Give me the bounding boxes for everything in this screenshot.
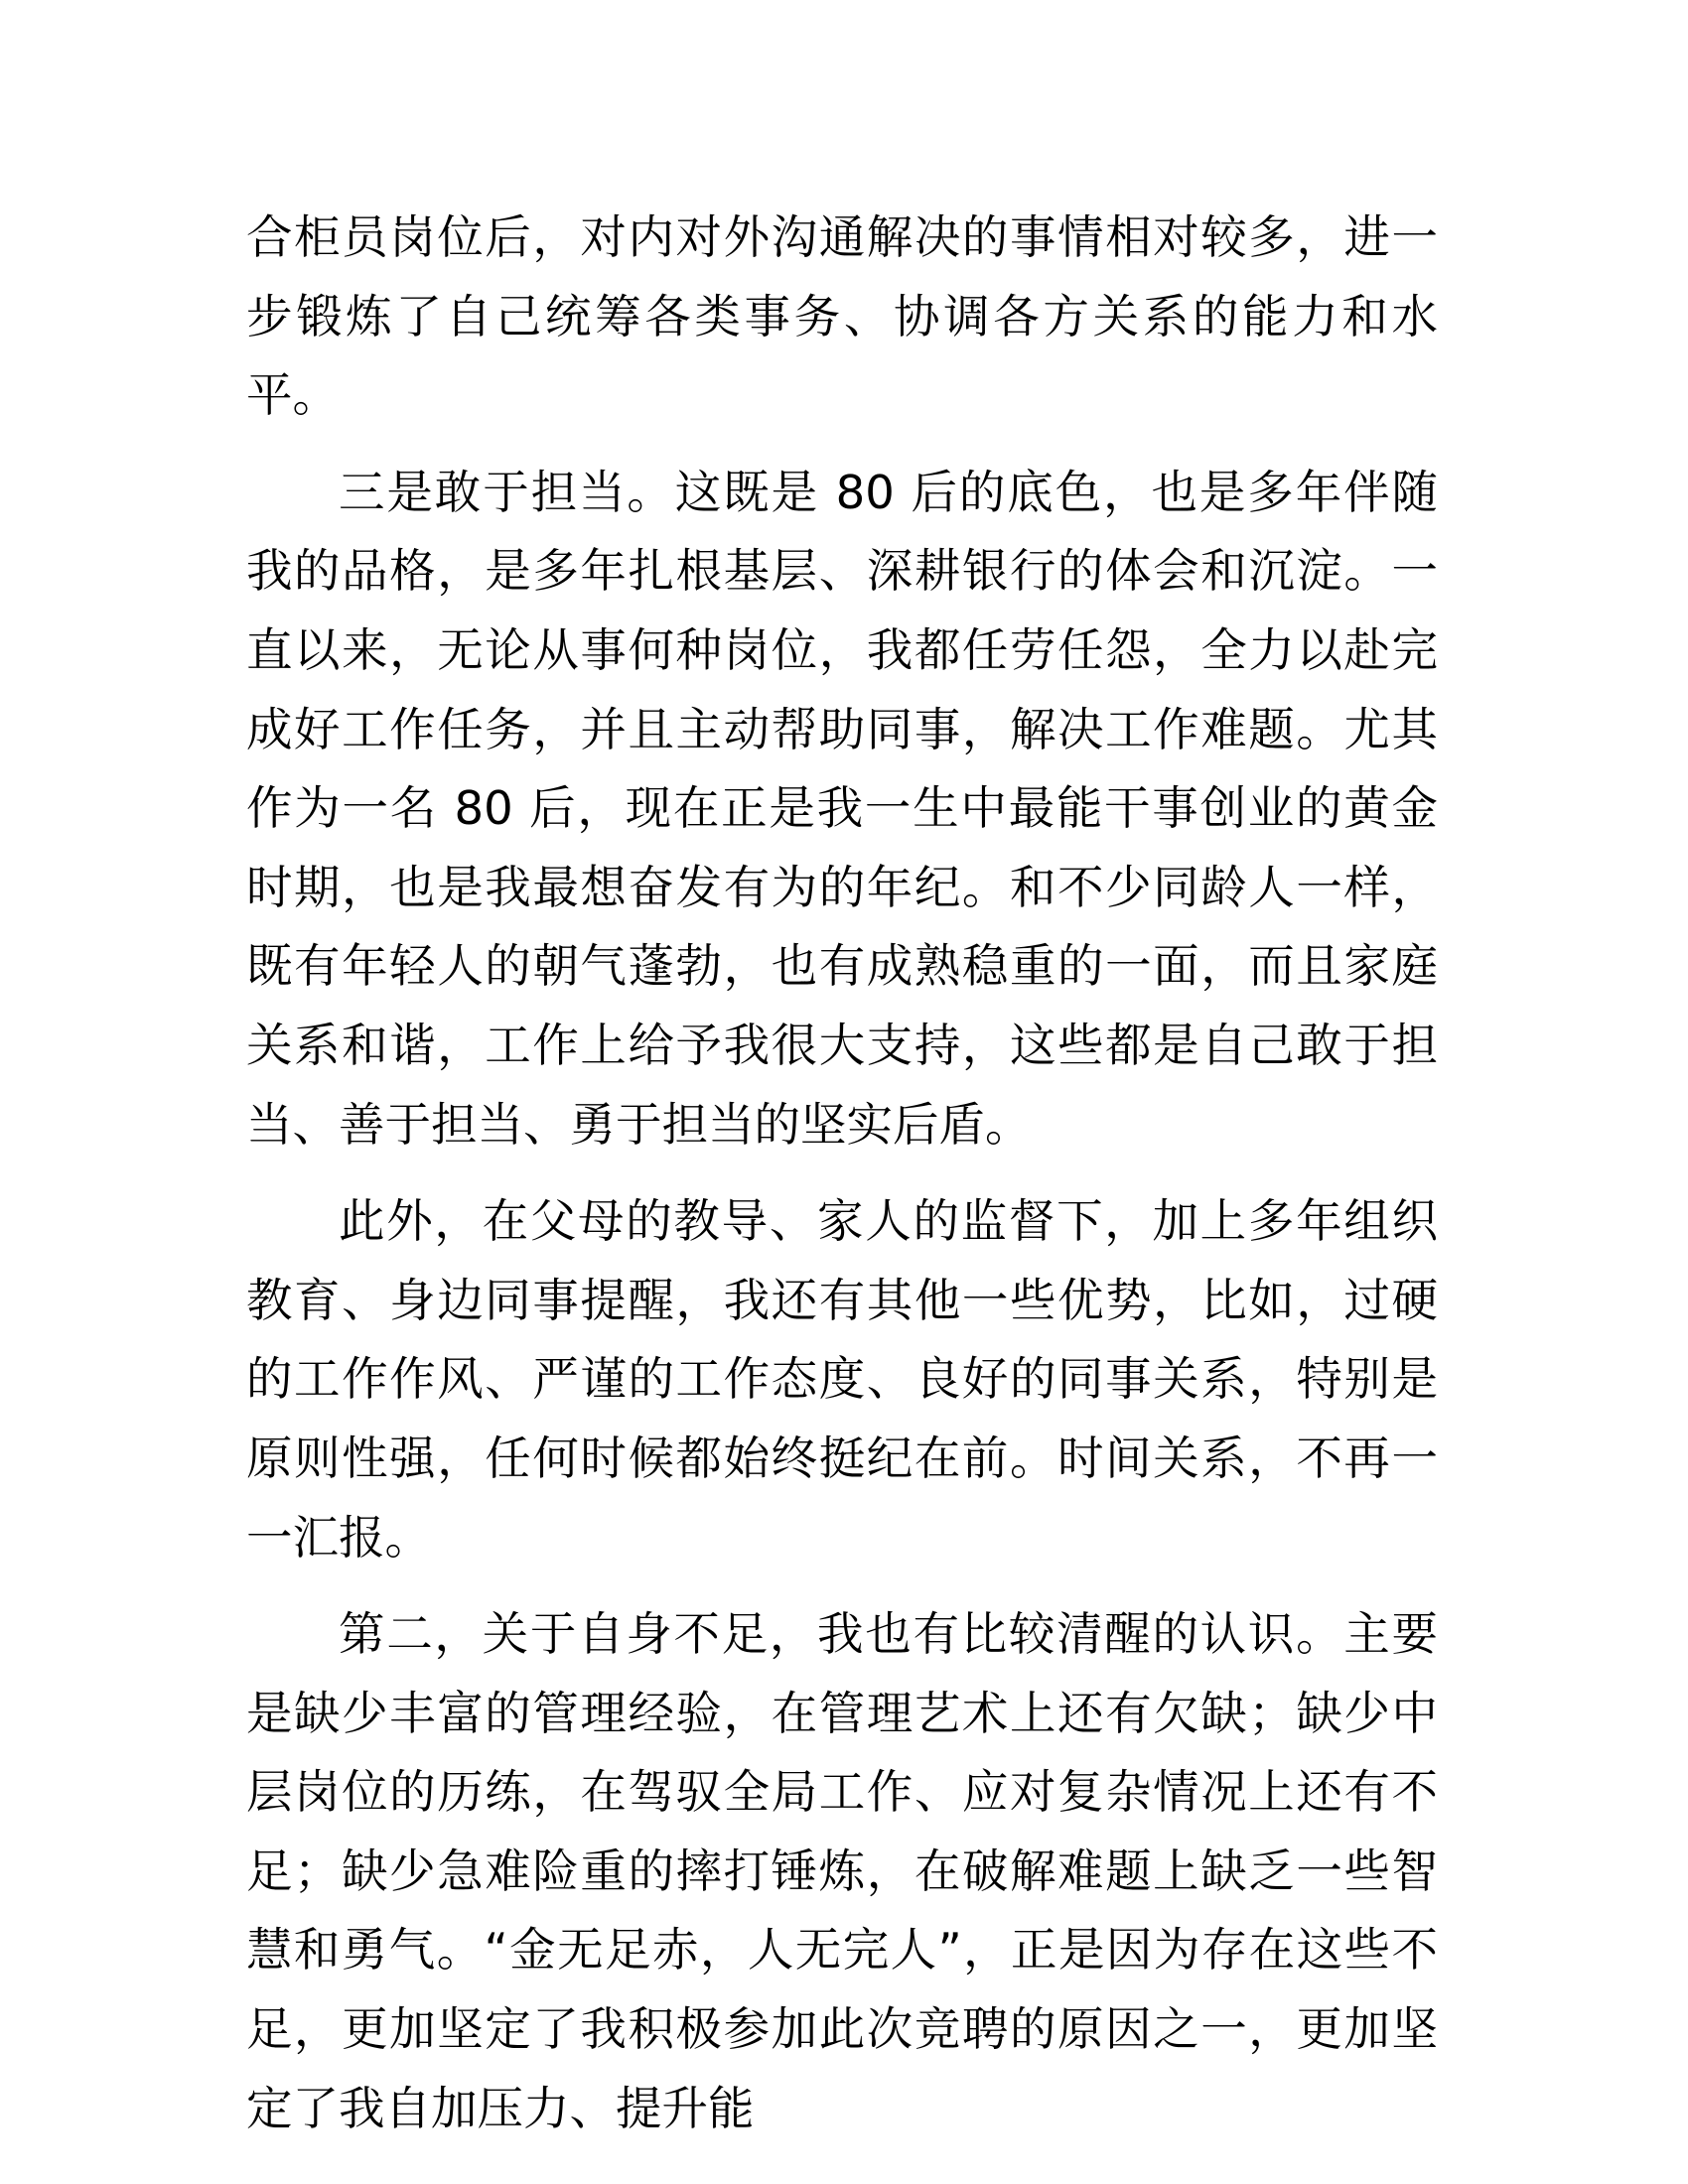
paragraph-other-strengths: 此外，在父母的教导、家人的监督下，加上多年组织教育、身边同事提醒，我还有其他一些优势，比如，过硬的工作作风、严谨的工作态度、良好的同事关系，特别是原则性强，任何时候都始终挺纪在前。时间关系，不再一一汇报。: [246, 1194, 1438, 1565]
paragraph-courage: 三是敢于担当。这既是 80 后的底色，也是多年伴随我的品格，是多年扎根基层、深耕银行的体会和沉淀。一直以来，无论从事何种岗位，我都任劳任怨，全力以赴完成好工作任务，并且主动帮助同事，解决工作难题。尤其作为一名 80 后，现在正是我一生中最能干事创业的黄金时期，也是我最想奋发有为的年纪。和不少同龄人一样，既有年轻人的朝气蓬勃，也有成熟稳重的一面，而且家庭关系和谐，工作上给予我很大支持，这些都是自己敢于担当、善于担当、勇于担当的坚实后盾。: [246, 465, 1438, 1152]
paragraph-shortcomings: 第二，关于自身不足，我也有比较清醒的认识。主要是缺少丰富的管理经验，在管理艺术上还有欠缺；缺少中层岗位的历练，在驾驭全局工作、应对复杂情况上还有不足；缺少急难险重的摔打锤炼，在破解难题上缺乏一些智慧和勇气。“金无足赤，人无完人”，正是因为存在这些不足，更加坚定了我积极参加此次竞聘的原因之一，更加坚定了我自加压力、提升能: [246, 1607, 1438, 2135]
paragraph-continuation: 合柜员岗位后，对内对外沟通解决的事情相对较多，进一步锻炼了自己统筹各类事务、协调各方关系的能力和水平。: [246, 210, 1438, 423]
document-body: [246, 199, 1438, 2148]
